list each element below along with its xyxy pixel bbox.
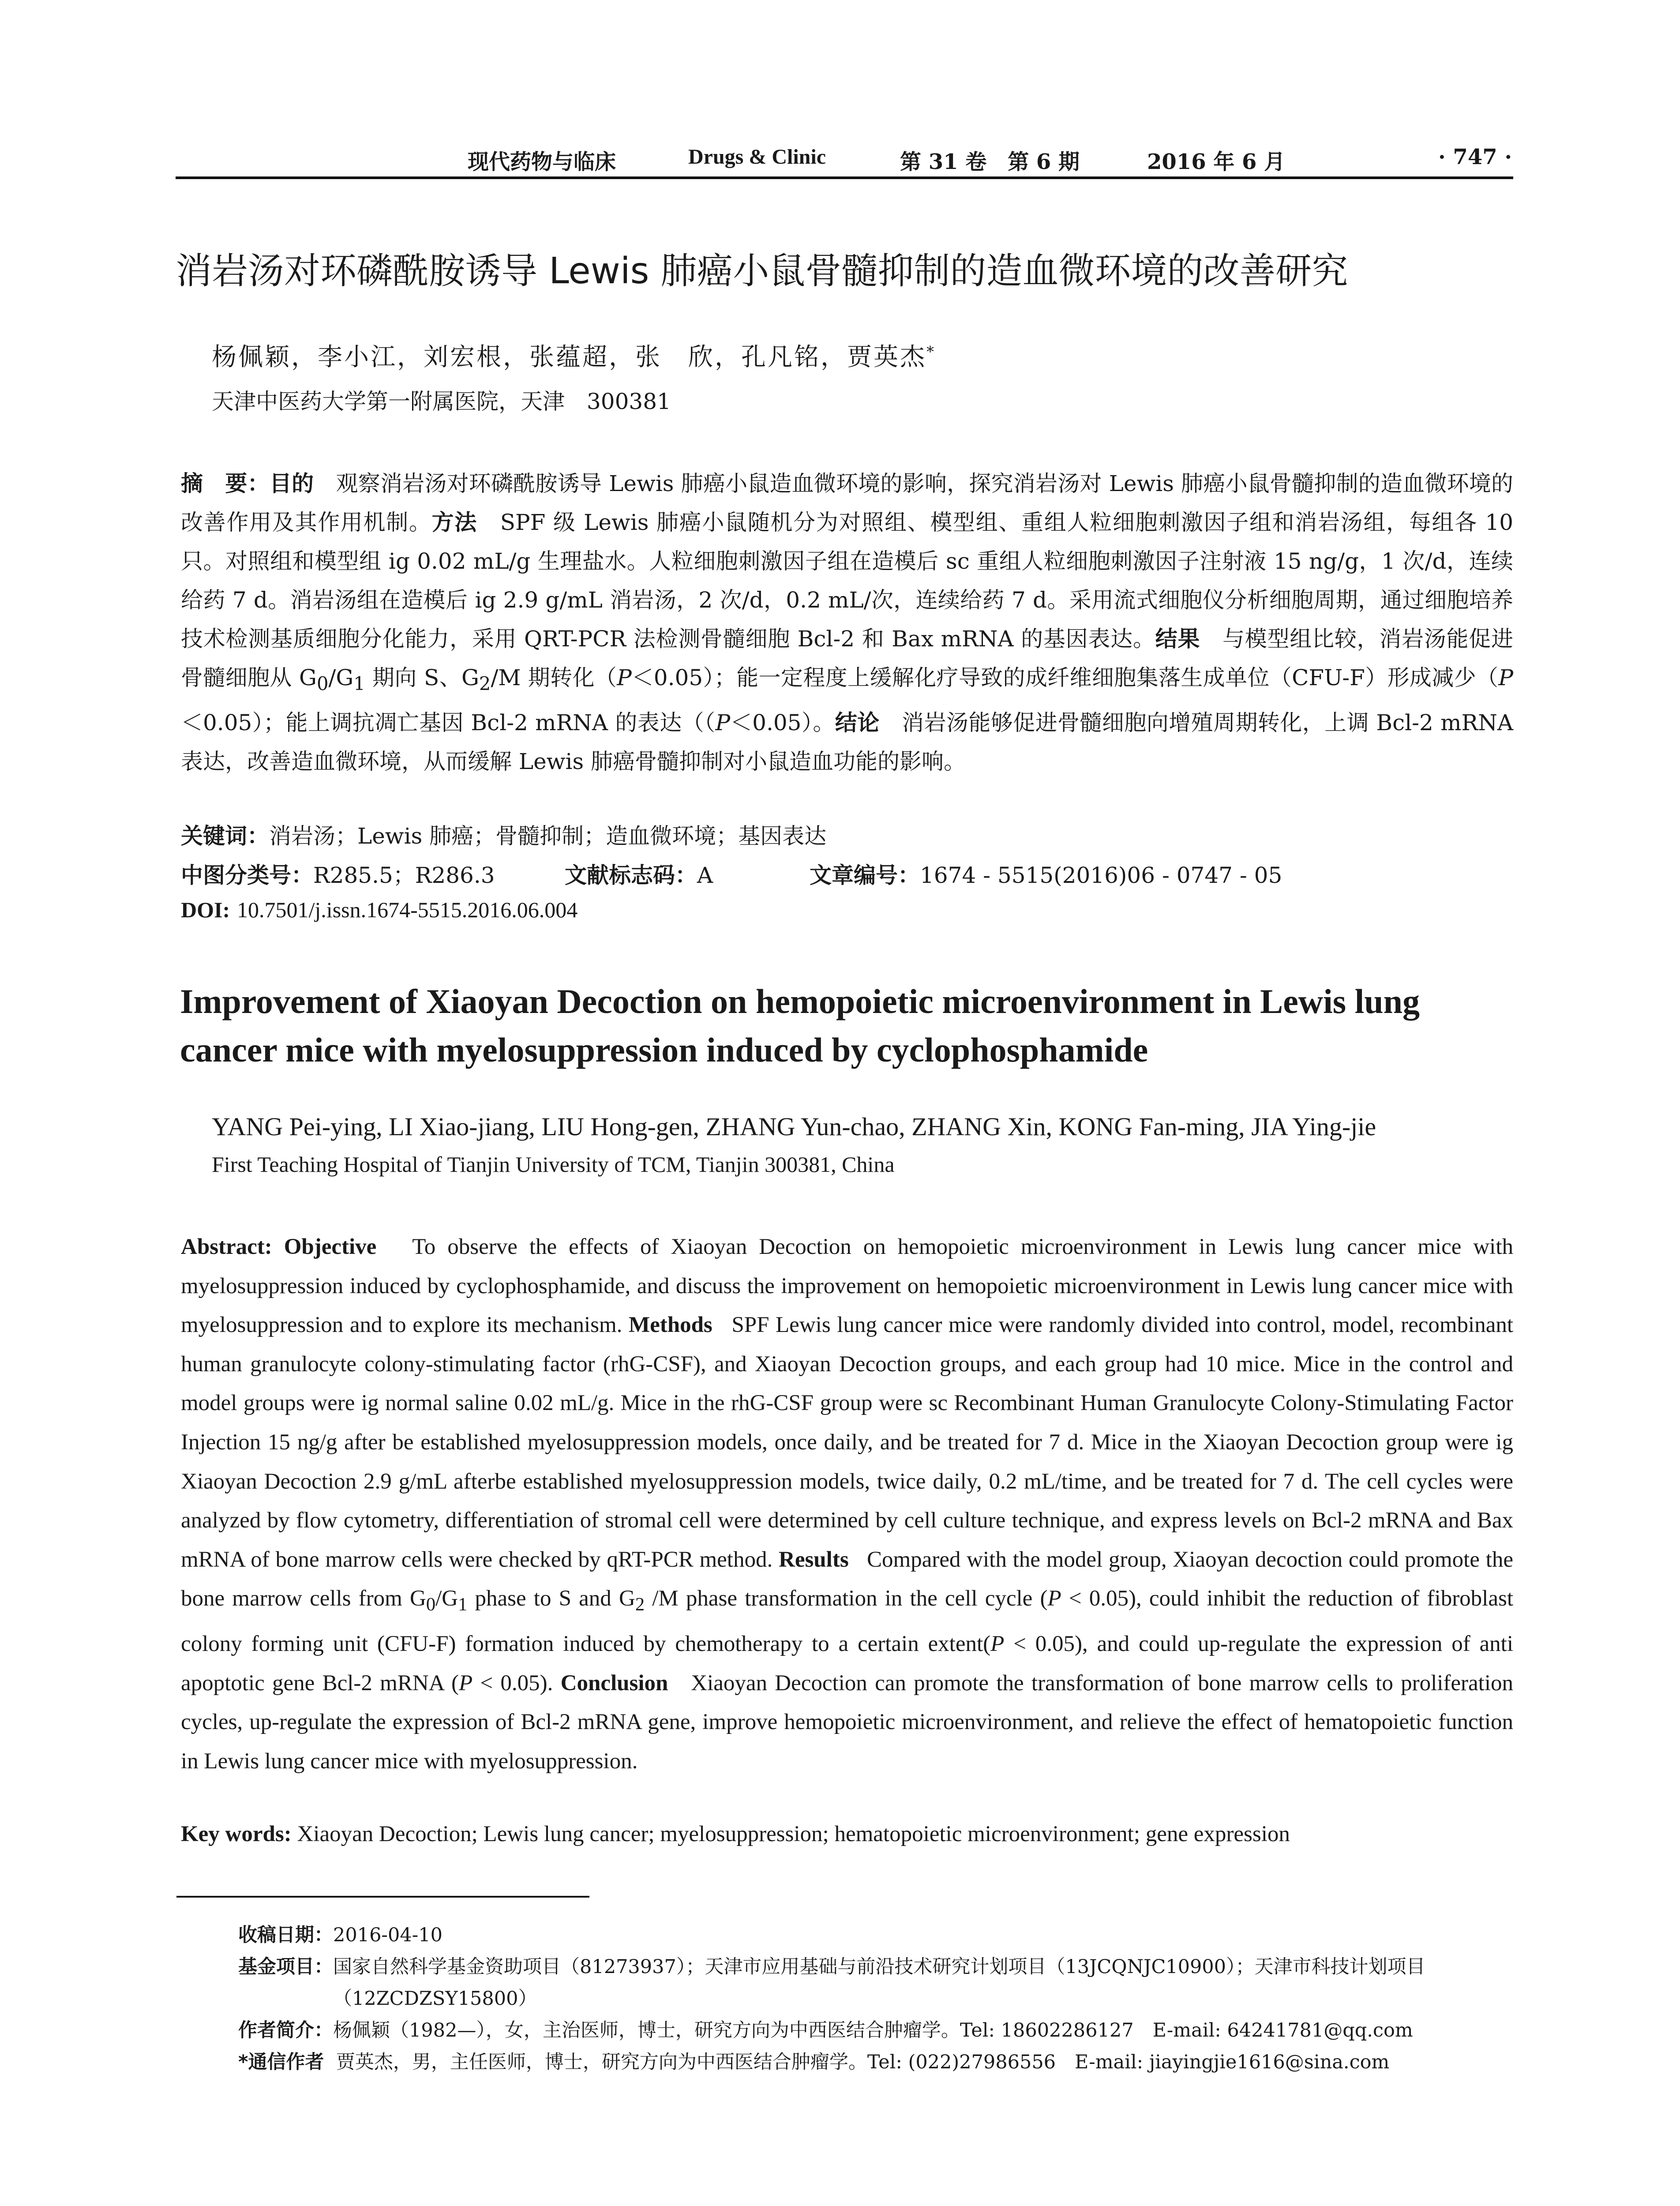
subscript: 0 (316, 673, 329, 694)
doc-code-value: A (697, 863, 713, 888)
footnote-label: *通信作者 (238, 2051, 324, 2073)
cn-methods: SPF 级 Lewis 肺癌小鼠随机分为对照组、模型组、重组人粒细胞刺激因子组和消岩汤组，每组各 10 只。对照组和模型组 ig 0.02 mL/g 生理盐水。人粒细胞刺激因子组在造模后 sc 重组人粒细胞刺激因子注射液 15 ng/g，1 次/d，连续给药 7 d。消岩汤组在造模后 ig 2.9 g/mL 消岩汤，2 次/d，0.2 mL/次，连续给药 7 d。采用流式细胞仪分析细胞周期，通过细胞培养技术检测基质细胞分化能力，采用 QRT-PCR 法检测骨髓细胞 Bcl-2 和 Bax mRNA 的基因表达。 (181, 510, 1514, 652)
cn-results-text: ＜0.05）。 (730, 710, 835, 735)
cn-results-label: 结果 (1155, 626, 1200, 652)
en-methods-label: Methods (628, 1313, 712, 1338)
p-value-symbol: P (715, 710, 731, 735)
en-objective: To observe the effects of Xiaoyan Decoction on hemopoietic microenvironment in Lewis lung cancer mice with myelosuppression induced by cyclophosphamide, and discuss the improvement on hemopoietic microenvironment in Lewis lung cancer mice with myelosuppression and to explore its mechanism. (181, 1234, 1514, 1338)
footnote-text: 国家自然科学基金资助项目（81273937）；天津市应用基础与前沿技术研究计划项目（13JCQNJC10900）；天津市科技计划项目（12ZCDZSY15800） (333, 1956, 1425, 2010)
p-value-symbol: P (1047, 1586, 1061, 1611)
cn-abstract-label: 摘 要： (181, 471, 270, 496)
en-results-text: /G (435, 1586, 458, 1611)
doc-code-label: 文献标志码： (565, 863, 697, 888)
issue-date: 2016 年 6 月 (1147, 150, 1286, 174)
footnote-label: 作者简介： (238, 2019, 333, 2041)
cn-methods-label: 方法 (431, 510, 477, 535)
cn-title: 消岩汤对环磷酰胺诱导 Lewis 肺癌小鼠骨髓抑制的造血微环境的改善研究 (176, 250, 1348, 292)
cn-keywords (181, 818, 826, 850)
journal-name-en: Drugs & Clinic (688, 145, 826, 169)
cn-objective: 观察消岩汤对环磷酰胺诱导 Lewis 肺癌小鼠造血微环境的影响，探究消岩汤对 Lewis 肺癌小鼠骨髓抑制的造血微环境的改善作用及其作用机制。 (181, 471, 1514, 535)
subscript: 0 (426, 1594, 436, 1615)
en-results-text: < 0.05). (472, 1670, 553, 1696)
footnote-label: 基金项目： (238, 1956, 333, 1978)
en-results-text: phase to S and G (467, 1586, 635, 1611)
en-abstract-label: Abstract: Objective (181, 1234, 377, 1259)
running-header (176, 140, 1512, 176)
cn-results-text: ＜0.05）；能上调抗凋亡基因 Bcl-2 mRNA 的表达（（ (181, 710, 716, 735)
cn-results-text: 与模型组比较，消岩汤能促进骨髓细胞从 G (181, 626, 1514, 690)
p-value-symbol: P (617, 665, 632, 690)
cn-classification (181, 858, 1504, 888)
cn-author-list: 杨佩颖，李小江，刘宏根，张蕴超，张 欣，孔凡铭，贾英杰 (212, 343, 926, 371)
article-no-label: 文章编号： (810, 863, 920, 888)
cn-results-text: /G (328, 665, 354, 690)
footnote-text: 2016-04-10 (333, 1924, 442, 1946)
en-affiliation: First Teaching Hospital of Tianjin University of TCM, Tianjin 300381, China (212, 1152, 895, 1177)
footnote-label: 收稿日期： (238, 1924, 333, 1946)
footnote-text: 贾英杰，男，主任医师，博士，研究方向为中西医结合肿瘤学。Tel: (022)27986556 E-mail: jiayingjie1616@sina.com (336, 2051, 1390, 2073)
subscript: 1 (458, 1594, 468, 1615)
footnote-text: 杨佩颖（1982—），女，主治医师，博士，研究方向为中西医结合肿瘤学。Tel: 18602286127 E-mail: 64241781@qq.com (333, 2019, 1413, 2041)
cn-conclusion-label: 结论 (835, 710, 880, 735)
subscript: 2 (479, 673, 491, 694)
cn-keywords-text: 消岩汤；Lewis 肺癌；骨髓抑制；造血微环境；基因表达 (269, 823, 827, 849)
footnote-author-bio (238, 2015, 1513, 2046)
doi-value: 10.7501/j.issn.1674-5515.2016.06.004 (237, 897, 578, 922)
en-results-text: < 0.05), could inhibit the reduction of fibroblast colony forming unit (CFU-F) formation induced by chemotherapy to a certain extent( (181, 1586, 1514, 1657)
en-keywords-label: Key words: (181, 1822, 292, 1846)
en-authors: YANG Pei-ying, LI Xiao-jiang, LIU Hong-gen, ZHANG Yun-chao, ZHANG Xin, KONG Fan-ming, JIA Ying-jie (212, 1112, 1376, 1141)
p-value-symbol: P (1498, 665, 1514, 690)
en-title: Improvement of Xiaoyan Decoction on hemopoietic microenvironment in Lewis lung cancer mice with myelosuppression induced by cyclophosphamide (180, 982, 1420, 1069)
cn-results-text: 期向 S、G (365, 665, 479, 690)
page-number: · 747 · (1438, 145, 1512, 169)
en-results-text: < 0.05), and could up-regulate the expression of anti apoptotic gene Bcl-2 mRNA ( (181, 1632, 1513, 1696)
doi-label: DOI: (181, 897, 230, 922)
article-no-value: 1674 - 5515(2016)06 - 0747 - 05 (920, 863, 1282, 888)
footnote-rule (176, 1896, 589, 1898)
cn-results-text: ＜0.05）；能一定程度上缓解化疗导致的成纤维细胞集落生成单位（CFU-F）形成减少（ (631, 665, 1499, 690)
en-keywords-text: Xiaoyan Decoction; Lewis lung cancer; myelosuppression; hematopoietic microenvironment; gene expression (297, 1822, 1290, 1846)
p-value-symbol: P (990, 1632, 1005, 1657)
cn-abstract (181, 464, 1513, 781)
cn-authors (212, 338, 936, 373)
cn-affiliation: 天津中医药大学第一附属医院，天津 300381 (212, 389, 671, 414)
subscript: 2 (635, 1594, 645, 1615)
en-conclusion-label: Conclusion (560, 1670, 668, 1696)
en-results-text: /M phase transformation in the cell cycle ( (645, 1586, 1048, 1611)
footnote-received (238, 1919, 1513, 1951)
en-results-label: Results (778, 1547, 849, 1572)
corresponding-mark: * (926, 343, 936, 361)
en-abstract (181, 1227, 1513, 1781)
header-rule (176, 176, 1513, 179)
volume-issue: 第 31 卷 第 6 期 (900, 150, 1080, 174)
cn-conclusion: 消岩汤能够促进骨髓细胞向增殖周期转化，上调 Bcl-2 mRNA 表达，改善造血微环境，从而缓解 Lewis 肺癌骨髓抑制对小鼠造血功能的影响。 (181, 710, 1514, 774)
clc-label: 中图分类号： (181, 863, 313, 888)
clc-value: R285.5；R286.3 (313, 863, 495, 888)
subscript: 1 (353, 673, 365, 694)
footnotes (238, 1919, 1513, 2078)
en-results-text: Compared with the model group, Xiaoyan decoction could promote the bone marrow cells from G (181, 1547, 1514, 1611)
footnote-funding (238, 1951, 1513, 2015)
cn-objective-label: 目的 (269, 471, 314, 496)
en-keywords (181, 1821, 1513, 1847)
cn-keywords-label: 关键词： (181, 823, 269, 849)
doi (181, 897, 578, 923)
en-methods: SPF Lewis lung cancer mice were randomly divided into control, model, recombinant human granulocyte colony-stimulating factor (rhG-CSF), and Xiaoyan Decoction groups, and each group had 10 mice. Mice in the control and model groups were ig normal saline 0.02 mL/g. Mice in the rhG-CSF group were sc Recombinant Human Granulocyte Colony-Stimulating Factor Injection 15 ng/g after be established myelosuppression models, once daily, and be treated for 7 d. Mice in the Xiaoyan Decoction group were ig Xiaoyan Decoction 2.9 g/mL afterbe established myelosuppression models, twice daily, 0.2 mL/time, and be treated for 7 d. The cell cycles were analyzed by flow cytometry, differentiation of stromal cell were determined by cell culture technique, and express levels on Bcl-2 mRNA and Bax mRNA of bone marrow cells were checked by qRT-PCR method. (181, 1313, 1514, 1572)
p-value-symbol: P (458, 1670, 473, 1696)
cn-results-text: /M 期转化（ (491, 665, 617, 690)
footnote-corresponding-author (238, 2046, 1513, 2078)
en-conclusion: Xiaoyan Decoction can promote the transformation of bone marrow cells to proliferation cycles, up-regulate the expression of Bcl-2 mRNA gene, improve hemopoietic microenvironment, and relieve the effect of hematopoietic function in Lewis lung cancer mice with myelosuppression. (181, 1670, 1513, 1774)
journal-name-cn: 现代药物与临床 (468, 150, 616, 174)
